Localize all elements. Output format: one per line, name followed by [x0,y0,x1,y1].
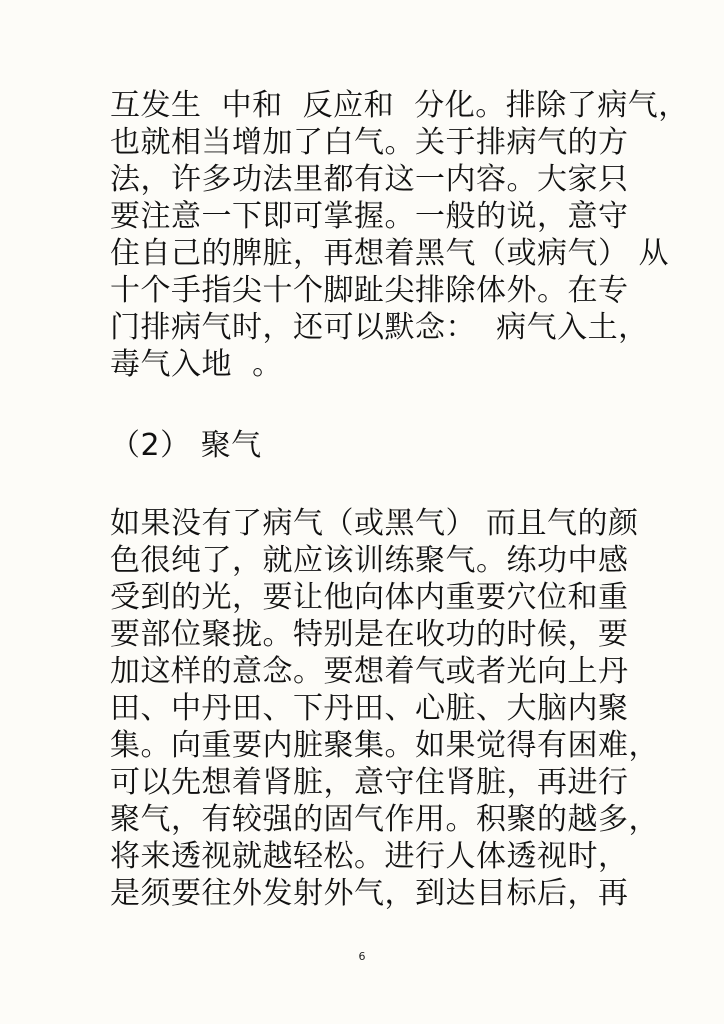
page-number: 6 [358,950,366,963]
paragraph-1-line-7: 门排病气时，还可以默念： 病气入土， [110,310,649,345]
paragraph-2-line-11: 是须要往外发射外气，到达目标后，再 [110,876,629,911]
paragraph-1-line-6: 十个手指尖十个脚趾尖排除体外。在专 [110,273,629,308]
paragraph-2-line-10: 将来透视就越轻松。进行人体透视时， [110,839,629,874]
paragraph-1-line-2: 也就相当增加了白气。关于排病气的方 [110,125,629,160]
paragraph-2-line-1: 如果没有了病气（或黑气） 而且气的颜 [110,506,639,541]
paragraph-2-line-2: 色很纯了，就应该训练聚气。练功中感 [110,543,629,578]
paragraph-2-line-8: 可以先想着肾脏，意守住肾脏，再进行 [110,765,629,800]
paragraph-2-line-3: 受到的光，要让他向体内重要穴位和重 [110,580,629,615]
paragraph-1-line-3: 法，许多功法里都有这一内容。大家只 [110,162,629,197]
paragraph-1-line-1: 互发生 中和 反应和 分化。排除了病气， [110,88,689,123]
section-heading: （2） 聚气 [110,428,262,463]
paragraph-1-line-4: 要注意一下即可掌握。一般的说，意守 [110,199,629,234]
paragraph-2-line-7: 集。向重要内脏聚集。如果觉得有困难， [110,728,659,763]
paragraph-2-line-4: 要部位聚拢。特别是在收功的时候，要 [110,617,629,652]
paragraph-1-line-8: 毒气入地 。 [110,347,283,382]
paragraph-2-line-9: 聚气，有较强的固气作用。积聚的越多， [110,802,659,837]
paragraph-1-line-5: 住自己的脾脏，再想着黑气（或病气） 从 [110,236,670,271]
paragraph-2-line-5: 加这样的意念。要想着气或者光向上丹 [110,654,629,689]
paragraph-2-line-6: 田、中丹田、下丹田、心脏、大脑内聚 [110,691,629,726]
